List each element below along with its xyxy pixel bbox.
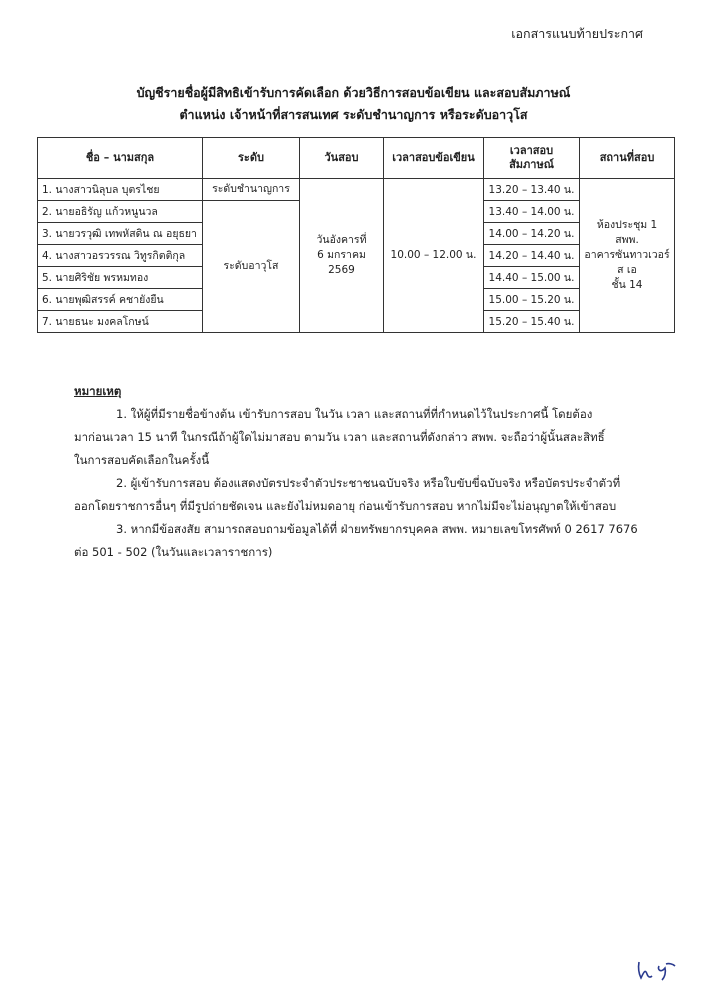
remark-3-line-1: 3. หากมีข้อสงสัย สามารถสอบถามข้อมูลได้ที่ ฝ่ายทรัพยากรบุคคล สพพ. หมายเลขโทรศัพท์ 0 2617 7676 (116, 522, 638, 536)
header-location: สถานที่สอบ (580, 138, 675, 179)
remark-2-line-1: 2. ผู้เข้ารับการสอบ ต้องแสดงบัตรประจำตัวประชาชนฉบับจริง หรือใบขับขี่ฉบับจริง หรือบัตรประจำตัวที่ (116, 476, 621, 490)
header-interview-time-line-1: เวลาสอบ (509, 144, 554, 157)
level-senior: ระดับอาวุโส (203, 201, 300, 333)
location-line-2: อาคารซันทาวเวอร์ส เอ (584, 249, 670, 276)
document-title (0, 82, 707, 126)
candidate-name: 5. นายศิริชัย พรหมทอง (38, 267, 203, 289)
header-interview-time (484, 138, 580, 179)
location-line-1: ห้องประชุม 1 สพพ. (596, 219, 658, 246)
interview-time: 15.20 – 15.40 น. (484, 311, 580, 333)
signature-mark-icon (635, 954, 687, 982)
header-level: ระดับ (203, 138, 300, 179)
header-interview-time-line-2: สัมภาษณ์ (509, 158, 554, 171)
exam-date (300, 179, 384, 333)
remark-2-line-2: ออกโดยราชการอื่นๆ ที่มีรูปถ่ายชัดเจน และยังไม่หมดอายุ ก่อนเข้ารับการสอบ หากไม่มีจะไม่อนุญาตให้เข้าสอบ (74, 499, 617, 513)
interview-time: 14.00 – 14.20 น. (484, 223, 580, 245)
remark-1-line-3: ในการสอบคัดเลือกในครั้งนี้ (74, 453, 210, 467)
remark-item-1 (74, 403, 674, 472)
interview-time: 14.20 – 14.40 น. (484, 245, 580, 267)
exam-date-line-2: 6 มกราคม 2569 (317, 249, 366, 276)
level-expert: ระดับชำนาญการ (203, 179, 300, 201)
title-line-1: บัญชีรายชื่อผู้มีสิทธิเข้ารับการคัดเลือก ด้วยวิธีการสอบข้อเขียน และสอบสัมภาษณ์ (136, 85, 571, 100)
interview-time: 14.40 – 15.00 น. (484, 267, 580, 289)
remark-1-line-2: มาก่อนเวลา 15 นาที ในกรณีถ้าผู้ใดไม่มาสอบ ตามวัน เวลา และสถานที่ดังกล่าว สพพ. จะถือว่าผู้นั้นสละสิทธิ์ (74, 430, 605, 444)
table-row (38, 179, 675, 201)
candidate-name: 6. นายพุฒิสรรค์ คชายังยืน (38, 289, 203, 311)
candidate-name: 3. นายวรวุฒิ เทพหัสดิน ณ อยุธยา (38, 223, 203, 245)
candidate-name: 4. นางสาวอรวรรณ วิทูรกิตติกุล (38, 245, 203, 267)
candidate-name: 2. นายอธิรัญ แก้วหนูนวล (38, 201, 203, 223)
remark-item-3 (74, 518, 674, 564)
location-line-3: ชั้น 14 (611, 279, 643, 291)
remarks-section (74, 380, 674, 564)
interview-time: 15.00 – 15.20 น. (484, 289, 580, 311)
exam-date-line-1: วันอังคารที่ (316, 234, 367, 246)
table-header-row (38, 138, 675, 179)
written-time: 10.00 – 12.00 น. (384, 179, 484, 333)
candidate-name: 1. นางสาวนิลุบล บุตรไชย (38, 179, 203, 201)
header-exam-date: วันสอบ (300, 138, 384, 179)
remark-item-2 (74, 472, 674, 518)
exam-location (580, 179, 675, 333)
header-name: ชื่อ – นามสกุล (38, 138, 203, 179)
attachment-label: เอกสารแนบท้ายประกาศ (511, 26, 643, 41)
remark-1-line-1: 1. ให้ผู้ที่มีรายชื่อข้างต้น เข้ารับการสอบ ในวัน เวลา และสถานที่ที่กำหนดไว้ในประกาศนี้ โดยต้อง (116, 407, 593, 421)
header-written-time: เวลาสอบข้อเขียน (384, 138, 484, 179)
interview-time: 13.20 – 13.40 น. (484, 179, 580, 201)
remarks-heading: หมายเหตุ (74, 384, 122, 398)
interview-time: 13.40 – 14.00 น. (484, 201, 580, 223)
candidate-name: 7. นายธนะ มงคลโกษน์ (38, 311, 203, 333)
remark-3-line-2: ต่อ 501 - 502 (ในวันและเวลาราชการ) (74, 545, 273, 559)
candidate-table (37, 137, 675, 333)
title-line-2: ตำแหน่ง เจ้าหน้าที่สารสนเทศ ระดับชำนาญการ หรือระดับอาวุโส (179, 107, 528, 122)
